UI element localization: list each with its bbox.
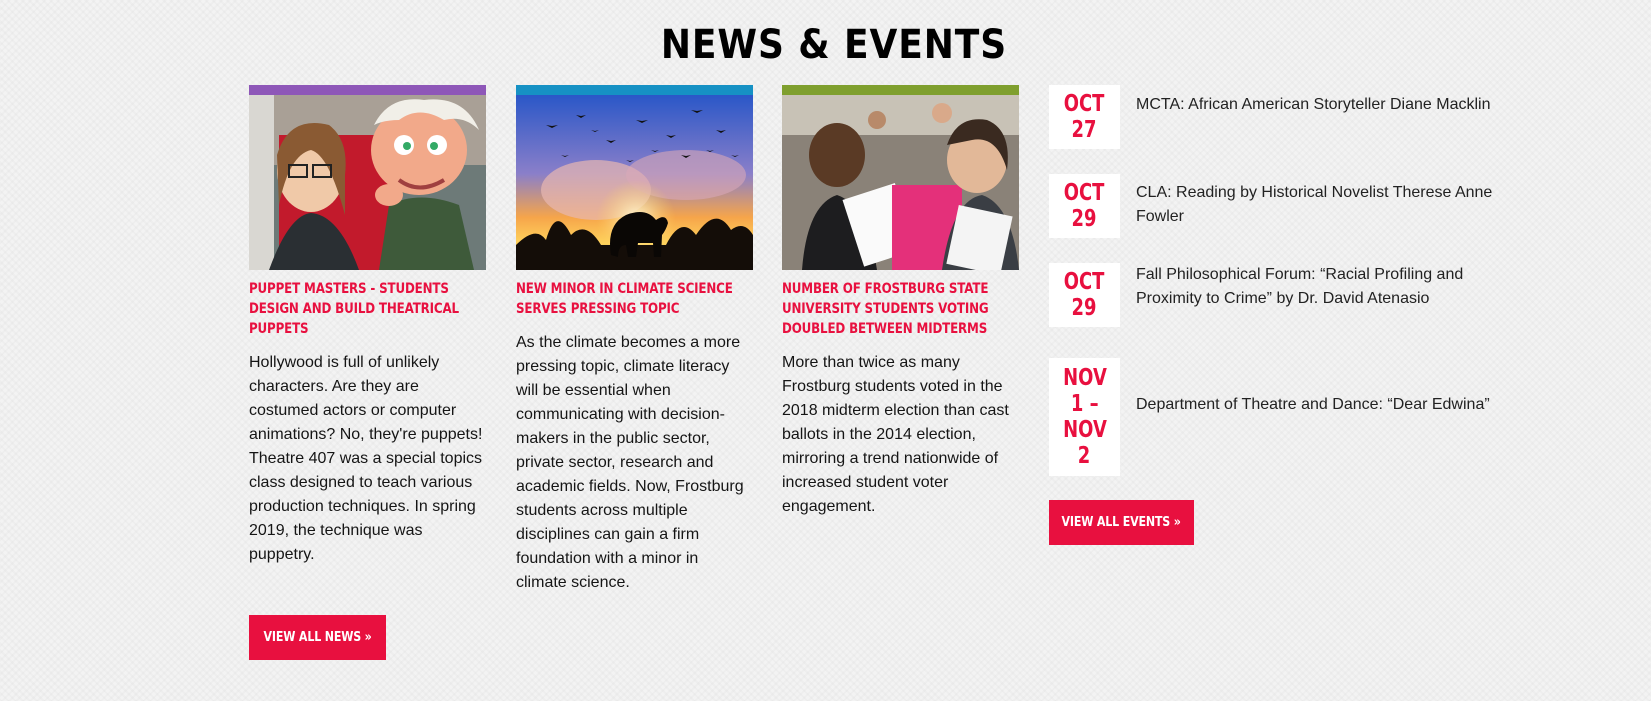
news-image-puppets[interactable] bbox=[249, 95, 486, 270]
card-accent-bar bbox=[782, 85, 1019, 95]
event-date: OCT 29 bbox=[1049, 174, 1120, 238]
news-title-link[interactable]: NEW MINOR IN CLIMATE SCIENCE SERVES PRESSING TOPIC bbox=[516, 281, 733, 317]
news-card bbox=[782, 85, 1019, 519]
event-date: OCT 29 bbox=[1049, 263, 1120, 327]
news-excerpt: More than twice as many Frostburg students voted in the 2018 midterm election than cast ballots in the 2014 election, mirroring a trend nationwide of increased student voter engagement. bbox=[782, 354, 1009, 515]
news-image-voting[interactable] bbox=[782, 95, 1019, 270]
section-title: NEWS & EVENTS bbox=[660, 22, 1008, 68]
news-excerpt: Hollywood is full of unlikely characters. Are they are costumed actors or computer animations? No, they're puppets! Theatre 407 was a special topics class designed to teach various production techniques. In spring 2019, the technique was puppetry. bbox=[249, 354, 483, 563]
event-date: OCT 27 bbox=[1049, 85, 1120, 149]
event-title-link[interactable]: MCTA: African American Storyteller Diane Macklin bbox=[1136, 96, 1491, 113]
event-date: NOV 1 – NOV 2 bbox=[1049, 358, 1120, 476]
news-title-link[interactable]: PUPPET MASTERS - STUDENTS DESIGN AND BUILD THEATRICAL PUPPETS bbox=[249, 281, 459, 337]
news-card bbox=[249, 85, 486, 567]
view-all-events-button[interactable]: VIEW ALL EVENTS » bbox=[1049, 500, 1194, 545]
card-accent-bar bbox=[516, 85, 753, 95]
view-all-news-button[interactable]: VIEW ALL NEWS » bbox=[249, 615, 386, 660]
event-title-link[interactable]: CLA: Reading by Historical Novelist Therese Anne Fowler bbox=[1136, 184, 1493, 225]
news-excerpt: As the climate becomes a more pressing topic, climate literacy will be essential when communicating with decision-makers in the public sector, private sector, research and academic fields. Now, Frostburg students across multiple disciplines can gain a firm foundation with a minor in climate science. bbox=[516, 334, 744, 591]
news-title-link[interactable]: NUMBER OF FROSTBURG STATE UNIVERSITY STUDENTS VOTING DOUBLED BETWEEN MIDTERMS bbox=[782, 281, 989, 337]
event-title-link[interactable]: Fall Philosophical Forum: “Racial Profiling and Proximity to Crime” by Dr. David Atenasio bbox=[1136, 266, 1464, 307]
event-title-link[interactable]: Department of Theatre and Dance: “Dear Edwina” bbox=[1136, 396, 1490, 413]
news-card bbox=[516, 85, 753, 595]
card-accent-bar bbox=[249, 85, 486, 95]
news-image-climate[interactable] bbox=[516, 95, 753, 270]
